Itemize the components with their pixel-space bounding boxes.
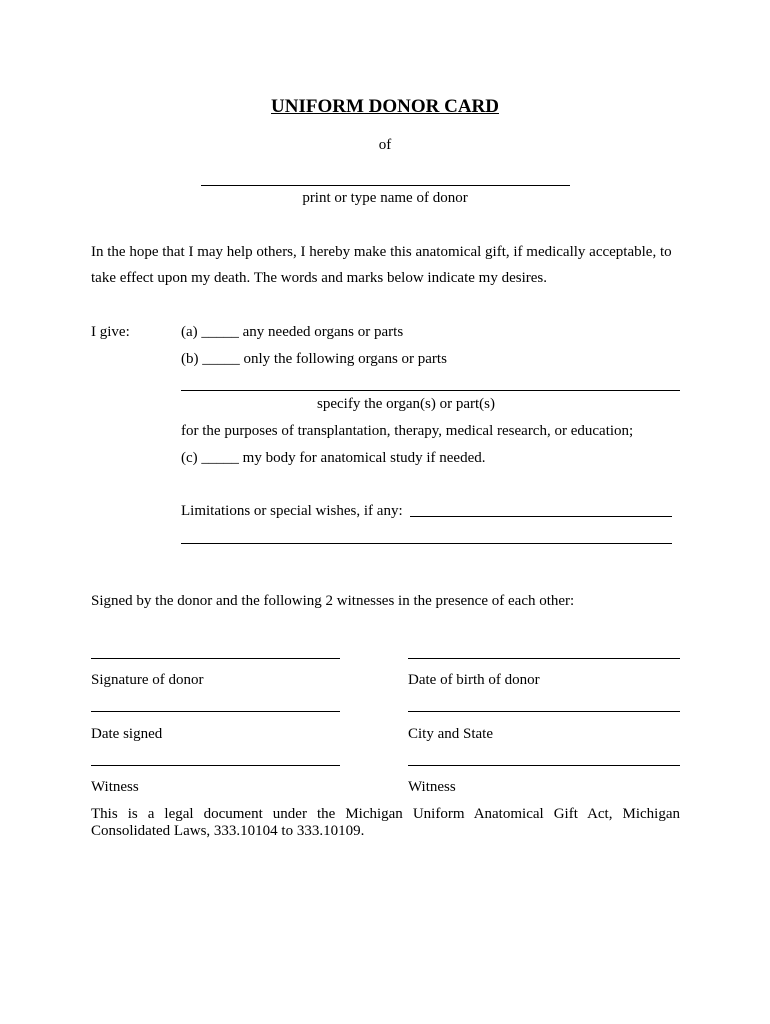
- legal-notice-line-1: This is a legal document under the Michigan Uniform Anatomical Gift Act, Michigan: [91, 806, 680, 822]
- page-title: UNIFORM DONOR CARD: [271, 96, 499, 117]
- legal-notice-line-2: Consolidated Laws, 333.10104 to 333.10109.: [91, 823, 365, 839]
- dob-label: Date of birth of donor: [408, 672, 540, 688]
- date-signed-line[interactable]: [91, 711, 340, 712]
- donor-name-caption: print or type name of donor: [302, 190, 468, 206]
- witness-left-label: Witness: [91, 779, 139, 795]
- limitations-line-1[interactable]: [410, 516, 672, 517]
- witness-right-line[interactable]: [408, 765, 680, 766]
- option-b[interactable]: (b) _____ only the following organs or parts: [181, 351, 447, 367]
- organs-line[interactable]: [181, 390, 680, 391]
- witness-left-line[interactable]: [91, 765, 340, 766]
- gift-label: I give:: [91, 324, 130, 340]
- organs-caption: specify the organ(s) or part(s): [317, 396, 495, 412]
- signature-line[interactable]: [91, 658, 340, 659]
- signed-statement: Signed by the donor and the following 2 witnesses in the presence of each other:: [91, 593, 575, 609]
- witness-right-label: Witness: [408, 779, 456, 795]
- limitations-line-2[interactable]: [181, 543, 672, 544]
- dob-line[interactable]: [408, 658, 680, 659]
- date-signed-label: Date signed: [91, 726, 163, 742]
- intro-line-1: In the hope that I may help others, I hereby make this anatomical gift, if medically acceptable, to: [91, 244, 672, 260]
- limitations-label: Limitations or special wishes, if any:: [181, 503, 403, 519]
- signature-label: Signature of donor: [91, 672, 204, 688]
- intro-line-2: take effect upon my death. The words and marks below indicate my desires.: [91, 270, 547, 286]
- option-a[interactable]: (a) _____ any needed organs or parts: [181, 324, 404, 340]
- city-state-label: City and State: [408, 726, 493, 742]
- purposes-text: for the purposes of transplantation, therapy, medical research, or education;: [181, 423, 634, 439]
- of-label: of: [378, 137, 392, 153]
- donor-name-line[interactable]: [201, 185, 570, 186]
- option-c[interactable]: (c) _____ my body for anatomical study if needed.: [181, 450, 486, 466]
- city-state-line[interactable]: [408, 711, 680, 712]
